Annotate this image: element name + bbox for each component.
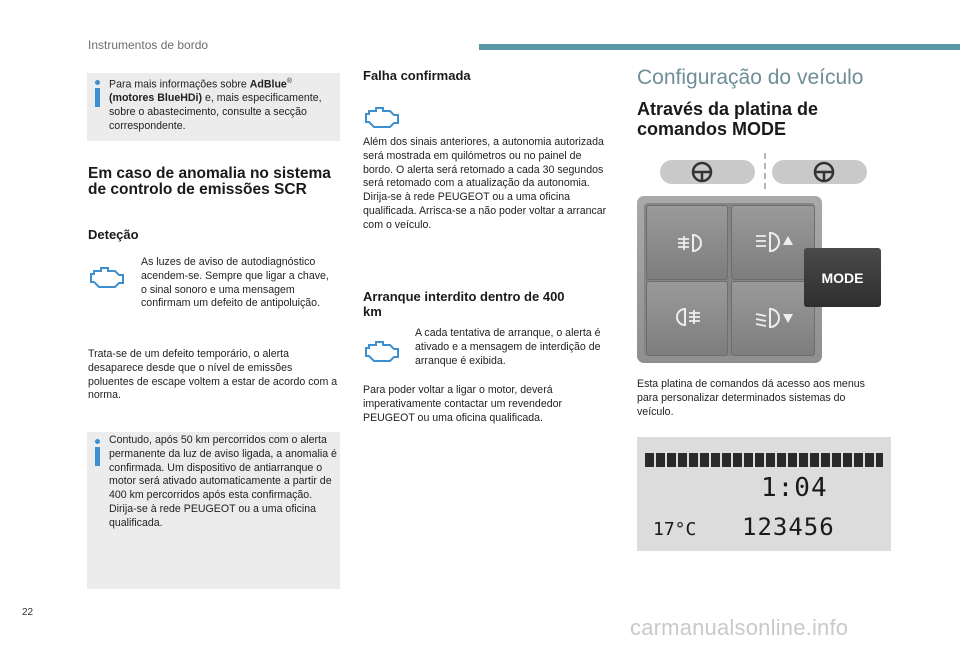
rear-fog-button[interactable] [646, 205, 728, 280]
info-icon [95, 439, 101, 466]
vehicle-config-title: Configuração do veículo [637, 66, 864, 89]
engine-warning-icon [363, 103, 403, 131]
info-icon [95, 80, 101, 107]
steering-wheel-icon [688, 160, 716, 184]
engine-warning-icon [363, 337, 403, 365]
engine-warning-icon [88, 263, 128, 291]
lcd-temperature: 17°C [653, 519, 697, 540]
rear-fog-icon [675, 232, 705, 254]
lcd-display [637, 437, 891, 551]
lcd-odometer: 123456 [742, 513, 835, 541]
switch-panel [637, 196, 822, 363]
lcd-dot-matrix [645, 453, 883, 467]
headlamp-up-button[interactable] [731, 205, 815, 280]
page-number: 22 [22, 607, 34, 618]
contact-dealer-text: Para poder voltar a ligar o motor, deverá imperativamente contactar um revendedor PEUGEOT ou uma oficina qualificada. [363, 384, 563, 424]
headlamp-up-icon [754, 230, 798, 254]
info-adblue-text: Para mais informações sobre AdBlue® (motores BlueHDi) e, mais especificamente, sobre o abastecimento, consulte a secção correspondente. [109, 78, 322, 132]
headlamp-down-button[interactable] [731, 281, 815, 356]
lcd-time: 1:04 [761, 473, 828, 503]
mode-description: Esta platina de comandos dá acesso aos menus para personalizar determinados sistemas do veículo. [637, 378, 865, 418]
failure-confirmed-text: Além dos sinais anteriores, a autonomia autorizada será mostrada em quilómetros ou no painel de bordo. O alerta será retomado a cada 30 segundos será retomado com a atualização da autonomia. Dirija-se à rede PEUGEOT ou a uma oficina qualificada. Arrisca-se a não poder voltar a arrancar com o veículo. [363, 136, 607, 231]
info-box-confirmation [87, 432, 340, 589]
temporary-defect-text: Trata-se de um defeito temporário, o alerta desaparece desde que o nível de emissões poluentes de escape voltem a estar de acordo com a norma. [88, 348, 338, 402]
section-title: Instrumentos de bordo [88, 38, 209, 52]
headlamp-down-icon [754, 306, 798, 330]
info-confirmation-text: Contudo, após 50 km percorridos com o alerta permanente da luz de aviso ligada, a anomalia é confirmada. Um dispositivo de antiarranque o motor será ativado automaticamente a partir de 400 km percorridos após esta confirmação. Dirija-se à rede PEUGEOT ou a uma oficina qualificada. [109, 434, 337, 529]
mode-panel-subtitle: Através da platina de comandos MODE [637, 99, 819, 139]
detection-text: As luzes de aviso de autodiagnóstico acendem-se. Sempre que ligar a chave, o sinal sonoro e uma mensagem confirmam um defeito de antipoluição. [141, 256, 329, 310]
section-accent-bar [479, 44, 960, 50]
failure-confirmed-heading: Falha confirmada [363, 68, 471, 83]
start-blocked-heading: Arranque interdito dentro de 400 km [363, 289, 565, 319]
front-fog-button[interactable] [646, 281, 728, 356]
start-blocked-text: A cada tentativa de arranque, o alerta é ativado e a mensagem de interdição de arranque é exibida. [415, 327, 601, 367]
steering-wheel-icon [810, 160, 838, 184]
watermark: carmanualsonline.info [630, 615, 849, 640]
mode-button[interactable]: MODE [804, 248, 881, 307]
scr-anomaly-heading: Em caso de anomalia no sistema de controlo de emissões SCR [88, 165, 331, 198]
detection-heading: Deteção [88, 227, 139, 242]
info-box-adblue [87, 73, 340, 141]
divider-dashed [764, 153, 766, 189]
front-fog-icon [673, 306, 703, 328]
